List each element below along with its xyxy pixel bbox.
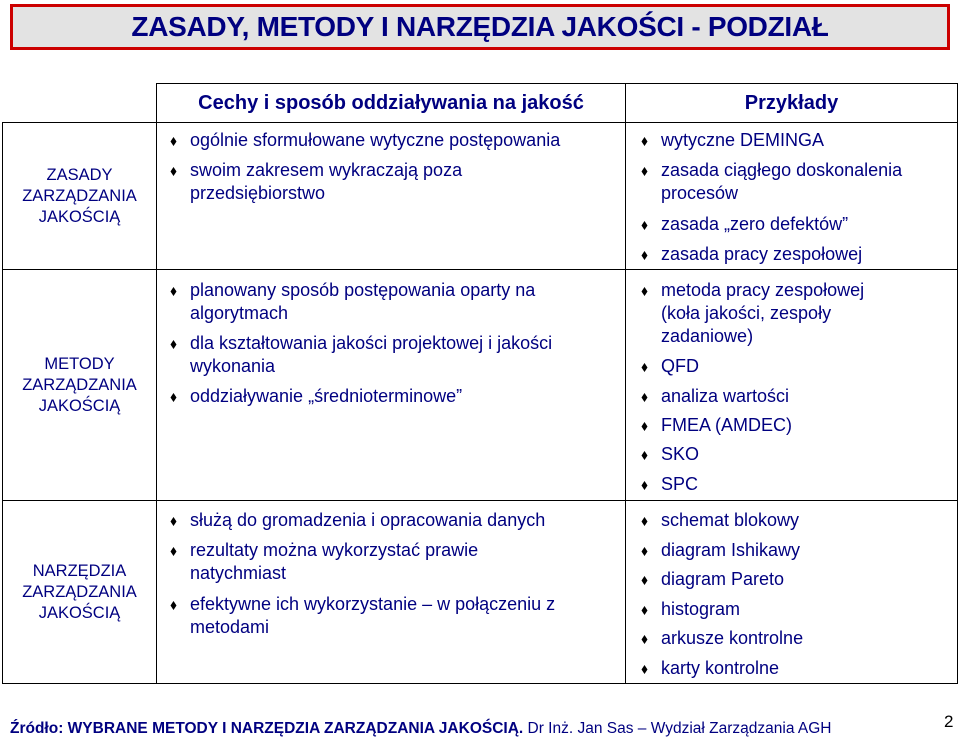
list-item-text: diagram Pareto xyxy=(661,569,785,589)
list-item-text: QFD xyxy=(661,356,699,376)
source-footer xyxy=(10,720,831,738)
list-item xyxy=(661,539,800,562)
list-item-text: diagram Ishikawy xyxy=(661,540,801,560)
list-item xyxy=(661,657,779,680)
bullet-icon xyxy=(170,167,177,176)
list-item xyxy=(661,385,789,408)
features-narzedzia xyxy=(156,500,626,684)
bullet-icon xyxy=(641,635,648,644)
row-label-line: ZARZĄDZANIA xyxy=(22,186,137,205)
list-item-text: dla kształtowania jakości projektowej i jakości xyxy=(190,333,553,353)
list-item-text: metodami xyxy=(190,617,270,637)
list-item xyxy=(190,159,462,205)
header-empty-corner xyxy=(0,83,156,123)
source-rest: Dr Inż. Jan Sas – Wydział Zarządzania AGH xyxy=(523,720,832,737)
bullet-icon xyxy=(641,422,648,431)
list-item xyxy=(661,129,824,152)
bullet-icon xyxy=(641,287,648,296)
list-item xyxy=(661,213,848,236)
row-label-line: JAKOŚCIĄ xyxy=(38,207,121,226)
list-item-text: zadaniowe) xyxy=(661,326,754,346)
row-label-line: METODY xyxy=(44,354,115,373)
list-item-text: efektywne ich wykorzystanie – w połączeniu z xyxy=(190,594,556,614)
row-label-zasady xyxy=(2,122,157,270)
list-item xyxy=(661,243,862,266)
list-item xyxy=(190,593,555,639)
list-item-text: FMEA (AMDEC) xyxy=(661,415,793,435)
row-label-metody xyxy=(2,269,157,501)
list-item xyxy=(190,332,552,378)
header-examples xyxy=(625,83,958,123)
list-item-text: oddziaływanie „średnioterminowe” xyxy=(190,386,463,406)
list-item-text: arkusze kontrolne xyxy=(661,628,804,648)
list-item-text: analiza wartości xyxy=(661,386,790,406)
examples-zasady xyxy=(625,122,958,270)
list-item-text: zasada pracy zespołowej xyxy=(661,244,863,264)
list-item-text: algorytmach xyxy=(190,303,289,323)
list-item-text: przedsiębiorstwo xyxy=(190,183,326,203)
list-item-text: zasada ciągłego doskonalenia xyxy=(661,160,903,180)
list-item-text: służą do gromadzenia i opracowania danych xyxy=(190,510,546,530)
bullet-icon xyxy=(641,393,648,402)
list-item xyxy=(190,539,478,585)
list-item xyxy=(190,279,535,325)
bullet-icon xyxy=(641,481,648,490)
bullet-icon xyxy=(641,363,648,372)
row-label-line: ZARZĄDZANIA xyxy=(22,375,137,394)
list-item-text: SPC xyxy=(661,474,699,494)
list-item-text: wytyczne DEMINGA xyxy=(661,130,825,150)
list-item xyxy=(190,385,462,408)
examples-narzedzia xyxy=(625,500,958,684)
header-examples-label: Przykłady xyxy=(744,91,839,114)
features-zasady xyxy=(156,122,626,270)
row-label-line: JAKOŚCIĄ xyxy=(38,396,121,415)
bullet-icon xyxy=(170,393,177,402)
list-item-text: swoim zakresem wykraczają poza xyxy=(190,160,463,180)
source-bold: Źródło: WYBRANE METODY I NARZĘDZIA ZARZĄDZANIA JAKOŚCIĄ. xyxy=(10,720,524,737)
bullet-icon xyxy=(170,340,177,349)
bullet-icon xyxy=(641,167,648,176)
list-item xyxy=(661,279,864,348)
bullet-icon xyxy=(170,601,177,610)
bullet-icon xyxy=(170,547,177,556)
list-item xyxy=(661,568,784,591)
list-item xyxy=(661,414,792,437)
header-features-label: Cechy i sposób oddziaływania na jakość xyxy=(198,91,584,114)
list-item xyxy=(661,509,799,532)
list-item-text: planowany sposób postępowania oparty na xyxy=(190,280,536,300)
list-item-text: zasada „zero defektów” xyxy=(661,214,849,234)
list-item-text: ogólnie sformułowane wytyczne postępowania xyxy=(190,130,561,150)
row-label-line: NARZĘDZIA xyxy=(32,561,127,580)
features-metody xyxy=(156,269,626,501)
list-item-text: metoda pracy zespołowej xyxy=(661,280,865,300)
bullet-icon xyxy=(641,665,648,674)
row-label-narzedzia xyxy=(2,500,157,684)
list-item xyxy=(661,355,699,378)
row-label-line: ZASADY xyxy=(46,165,113,184)
bullet-icon xyxy=(641,137,648,146)
bullet-icon xyxy=(641,606,648,615)
list-item-text: histogram xyxy=(661,599,741,619)
bullet-icon xyxy=(641,576,648,585)
list-item-text: procesów xyxy=(661,183,739,203)
list-item-text: rezultaty można wykorzystać prawie xyxy=(190,540,479,560)
bullet-icon xyxy=(170,137,177,146)
bullet-icon xyxy=(641,451,648,460)
row-label-line: JAKOŚCIĄ xyxy=(38,603,121,622)
list-item xyxy=(661,627,803,650)
list-item xyxy=(661,159,902,205)
list-item xyxy=(190,129,560,152)
bullet-icon xyxy=(641,547,648,556)
list-item-text: wykonania xyxy=(190,356,276,376)
list-item-text: natychmiast xyxy=(190,563,287,583)
page-title: ZASADY, METODY I NARZĘDZIA JAKOŚCI - PODZIAŁ xyxy=(131,11,829,42)
list-item xyxy=(661,473,698,496)
bullet-icon xyxy=(641,251,648,260)
list-item-text: SKO xyxy=(661,444,700,464)
row-label-line: ZARZĄDZANIA xyxy=(22,582,137,601)
bullet-icon xyxy=(641,221,648,230)
list-item xyxy=(661,443,699,466)
list-item-text: (koła jakości, zespoły xyxy=(661,303,832,323)
bullet-icon xyxy=(170,287,177,296)
bullet-icon xyxy=(170,517,177,526)
list-item xyxy=(661,598,740,621)
list-item-text: schemat blokowy xyxy=(661,510,800,530)
header-features xyxy=(156,83,626,123)
bullet-icon xyxy=(641,517,648,526)
page-number: 2 xyxy=(944,712,954,731)
list-item xyxy=(190,509,545,532)
examples-metody xyxy=(625,269,958,501)
list-item-text: karty kontrolne xyxy=(661,658,780,678)
